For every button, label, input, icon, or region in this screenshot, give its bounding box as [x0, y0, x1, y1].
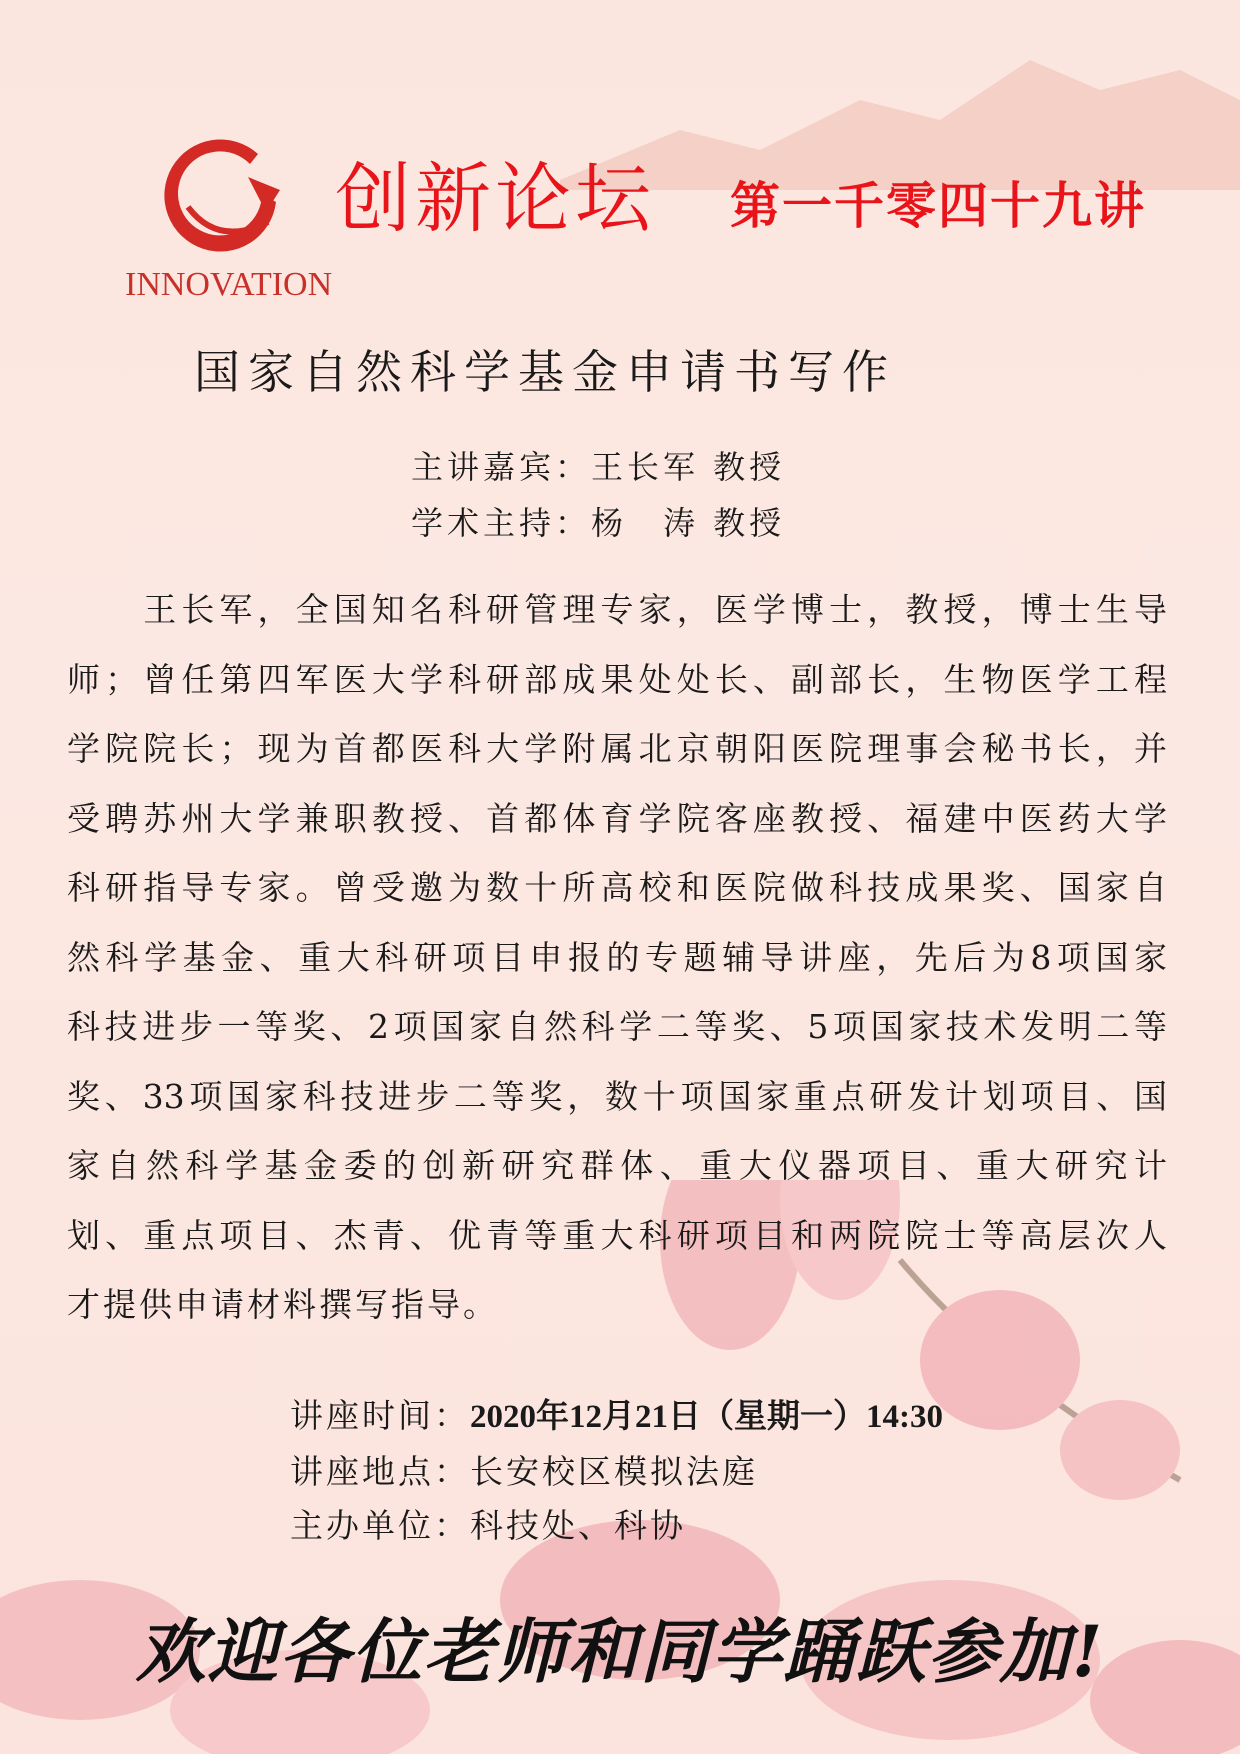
speaker: 主讲嘉宾：王长军 教授	[411, 448, 786, 486]
time-label: 讲座时间：	[290, 1396, 470, 1435]
lecture-place: 讲座地点：长安校区模拟法庭	[290, 1452, 758, 1491]
bio-line: 家自然科学基金委的创新研究群体、重大仪器项目、重大研究计	[67, 1146, 1167, 1185]
welcome-slogan: 欢迎各位老师和同学踊跃参加!	[135, 1610, 1105, 1693]
logo-text: INNOVATION	[125, 266, 333, 303]
lecture-time	[290, 1390, 943, 1437]
bio-line: 王长军，全国知名科研管理专家，医学博士，教授，博士生导	[67, 590, 1167, 629]
bio-line: 师；曾任第四军医大学科研部成果处处长、副部长，生物医学工程	[67, 659, 1167, 699]
innovation-logo-icon	[158, 132, 288, 258]
lecture-topic	[0, 336, 1240, 402]
bio-line: 科研指导专家。曾受邀为数十所高校和医院做科技成果奖、国家自	[67, 868, 1167, 907]
bio-line: 然科学基金、重大科研项目申报的专题辅导讲座，先后为8项国家	[67, 937, 1167, 977]
bio-line: 奖、33项国家科技进步二等奖，数十项国家重点研发计划项目、国	[67, 1076, 1167, 1116]
lecture-topic-text: 国家自然科学基金申请书写作	[194, 345, 896, 399]
bio-line: 学院院长；现为首都医科大学附属北京朝阳医院理事会秘书长，并	[67, 729, 1167, 768]
time-value: 2020年12月21日（星期一）14:30	[470, 1399, 943, 1435]
bio-line: 科技进步一等奖、2项国家自然科学二等奖、5项国家技术发明二等	[67, 1007, 1167, 1046]
bio-line: 才提供申请材料撰写指导。	[67, 1285, 499, 1324]
host: 学术主持：杨 涛 教授	[411, 504, 786, 542]
organizer: 主办单位：科技处、科协	[290, 1506, 686, 1545]
bio-line: 受聘苏州大学兼职教授、首都体育学院客座教授、福建中医药大学	[67, 798, 1167, 838]
lecture-number: 第一千零四十九讲	[730, 177, 1146, 235]
forum-title: 创新论坛	[335, 154, 655, 243]
bio-line: 划、重点项目、杰青、优青等重大科研项目和两院院士等高层次人	[67, 1215, 1167, 1255]
